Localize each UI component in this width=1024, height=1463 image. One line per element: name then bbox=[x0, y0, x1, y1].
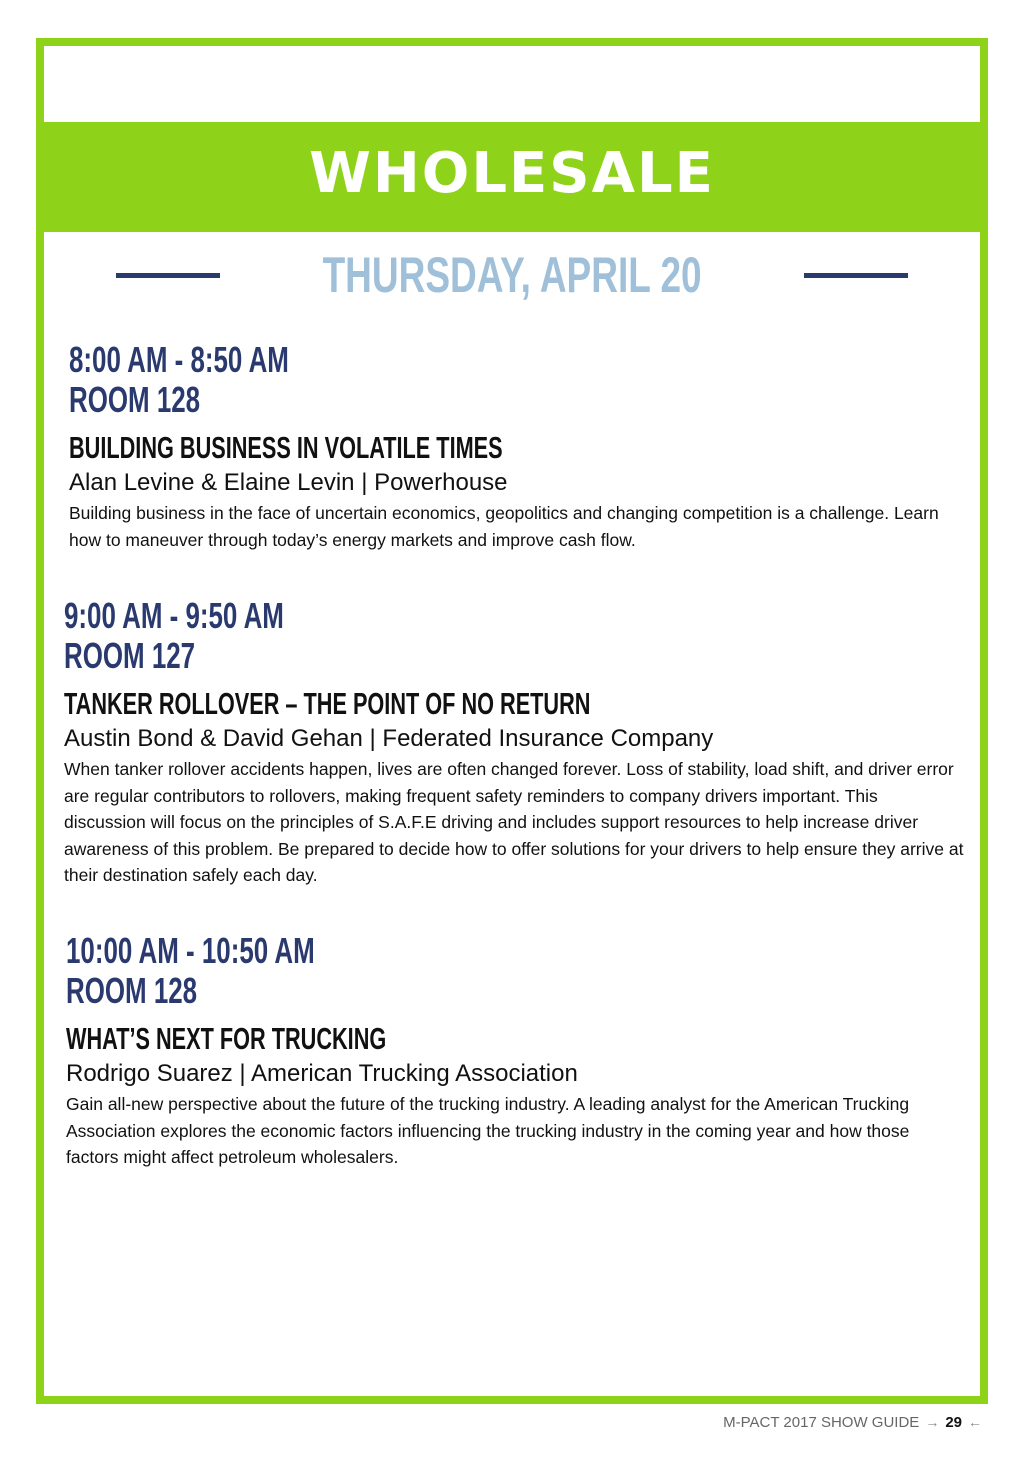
arrow-left-icon: ← bbox=[968, 1414, 982, 1430]
session-time: 8:00 AM - 8:50 AM bbox=[69, 339, 289, 380]
date-heading bbox=[44, 244, 980, 306]
session-room: ROOM 127 bbox=[64, 635, 196, 676]
arrow-right-icon: → bbox=[925, 1414, 940, 1430]
session-time: 10:00 AM - 10:50 AM bbox=[66, 930, 315, 971]
section-banner bbox=[44, 122, 980, 232]
date-rule-right bbox=[804, 273, 908, 278]
session-title: BUILDING BUSINESS IN VOLATILE TIMES bbox=[69, 430, 503, 465]
page-footer bbox=[723, 1410, 988, 1434]
session-speakers: Austin Bond & David Gehan | Federated Insurance Company bbox=[64, 725, 714, 752]
date-text: THURSDAY, APRIL 20 bbox=[322, 247, 702, 303]
session-speakers: Alan Levine & Elaine Levin | Powerhouse bbox=[69, 469, 508, 496]
session-description: When tanker rollover accidents happen, lives are often changed forever. Loss of stability, load shift, and driver error are regular contributors to rollovers, making frequent safety reminders to company drivers important. This discussion will focus on the principles of S.A.F.E driving and includes support resources to help increase driver awareness of this problem. Be prepared to decide how to offer solutions for your drivers to help ensure they arrive at their destination safely each day. bbox=[64, 759, 964, 885]
session-description: Building business in the face of uncertain economics, geopolitics and changing competition is a challenge. Learn how to maneuver through today’s energy markets and improve cash flow. bbox=[69, 503, 939, 550]
session-description: Gain all-new perspective about the future of the trucking industry. A leading analyst for the American Trucking Association explores the economic factors influencing the trucking industry in the coming year and how those factors might affect petroleum wholesalers. bbox=[66, 1094, 910, 1167]
session-3 bbox=[66, 931, 1024, 1171]
session-1 bbox=[69, 340, 1024, 553]
date-rule-left bbox=[116, 273, 220, 278]
session-2 bbox=[64, 596, 1024, 889]
session-time: 9:00 AM - 9:50 AM bbox=[64, 595, 284, 636]
page-number: 29 bbox=[945, 1413, 962, 1431]
session-room: ROOM 128 bbox=[69, 379, 201, 420]
session-speakers: Rodrigo Suarez | American Trucking Association bbox=[66, 1060, 578, 1087]
session-title: WHAT’S NEXT FOR TRUCKING bbox=[66, 1021, 387, 1056]
session-room: ROOM 128 bbox=[66, 970, 198, 1011]
publication-name: M-PACT 2017 SHOW GUIDE bbox=[723, 1413, 920, 1431]
section-title: WHOLESALE bbox=[309, 140, 715, 206]
session-title: TANKER ROLLOVER – THE POINT OF NO RETURN bbox=[64, 686, 591, 721]
